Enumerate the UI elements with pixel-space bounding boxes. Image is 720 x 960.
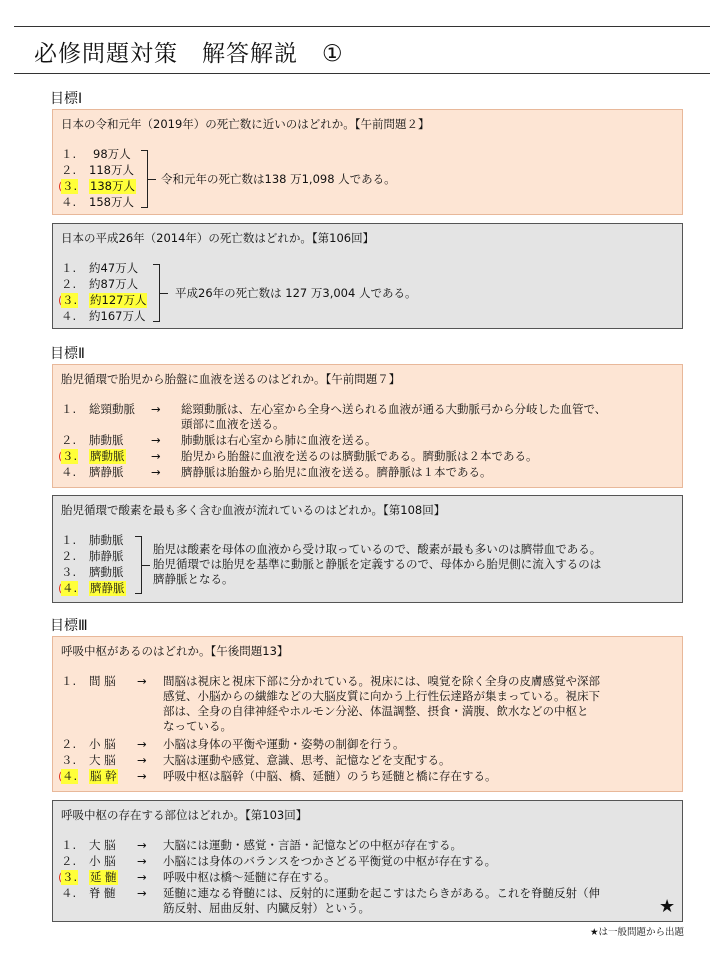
- option-number: １.: [61, 402, 77, 416]
- explanation-line: 臍静脈となる。: [153, 572, 234, 586]
- arrow: →: [151, 465, 161, 479]
- arrow: →: [151, 402, 161, 416]
- option-text: 臍静脈: [90, 581, 125, 595]
- explanation-line: 大脳は運動や感覚、意識、思考、記憶などを支配する。: [163, 753, 451, 767]
- option-row: [53, 753, 682, 768]
- option-number: ３.: [62, 293, 78, 307]
- option-row-answer: [53, 870, 682, 885]
- option-row: [53, 737, 682, 752]
- explanation-line: 感覚、小脳からの繊維などの大脳皮質に向かう上行性伝達路が集まっている。視床下: [163, 689, 600, 703]
- section-heading-1: 目標Ⅰ: [50, 91, 83, 107]
- option-row: [53, 886, 682, 916]
- arrow: →: [137, 854, 147, 868]
- option-text: 肺動脈: [89, 433, 124, 447]
- bracket-tick: [148, 179, 156, 180]
- option-number: １.: [61, 533, 77, 547]
- explanation-text: 平成26年の死亡数は 127 万3,004 人である。: [175, 286, 417, 300]
- question-text: 呼吸中枢の存在する部位はどれか。【第103回】: [61, 808, 308, 822]
- option-text: 延 髄: [90, 870, 117, 884]
- option-number: ４.: [62, 581, 78, 595]
- explanation-line: 肺動脈は右心室から肺に血液を送る。: [181, 433, 377, 447]
- option-row-answer: [53, 581, 682, 596]
- option-text: 約167万人: [89, 309, 146, 323]
- option-number: ４.: [61, 465, 77, 479]
- explanation-line: 臍静脈は胎盤から胎児に血液を送る。臍静脈は１本である。: [181, 465, 492, 479]
- question-box-6: [52, 800, 683, 922]
- option-number: ４.: [61, 309, 77, 323]
- explanation-line: 呼吸中枢は脳幹（中脳、橋、延髄）のうち延髄と橋に存在する。: [163, 769, 497, 783]
- question-text: 胎児循環で胎児から胎盤に血液を送るのはどれか。【午前問題７】: [61, 372, 401, 386]
- question-box-1: [52, 109, 683, 215]
- option-text: 肺動脈: [89, 533, 124, 547]
- arrow: →: [137, 838, 147, 852]
- explanation-line: 胎児循環では胎児を基準に動脈と静脈を定義するので、母体から胎児側に流入するのは: [153, 557, 602, 571]
- question-box-3: [52, 364, 683, 488]
- option-number: ２.: [61, 737, 77, 751]
- option-text: 小 脳: [89, 854, 116, 868]
- option-number: １.: [61, 838, 77, 852]
- explanation-line: 総頸動脈は、左心室から全身へ送られる血液が通る大動脈弓から分岐した血管で、: [181, 402, 607, 416]
- bracket-tick: [160, 293, 168, 294]
- option-text: 脊 髄: [89, 886, 116, 900]
- option-row-answer: [53, 769, 682, 784]
- option-text: 臍動脈: [89, 565, 124, 579]
- option-row: [53, 674, 682, 736]
- explanation-line: 延髄に連なる脊髄には、反射的に運動を起こすはたらきがある。これを脊髄反射（伸: [163, 886, 600, 900]
- option-row: [53, 854, 682, 869]
- option-number: ２.: [61, 854, 77, 868]
- option-text: 約127万人: [90, 293, 147, 307]
- option-number: ３.: [61, 565, 77, 579]
- question-box-2: [52, 223, 683, 329]
- bracket: [135, 536, 142, 594]
- question-text: 胎児循環で酸素を最も多く含む血液が流れているのはどれか。【第108回】: [61, 503, 446, 517]
- arrow: →: [137, 769, 147, 783]
- explanation-line: 小脳は身体の平衡や運動・姿勢の制御を行う。: [163, 737, 405, 751]
- option-number: ３.: [62, 449, 78, 463]
- section-heading-2: 目標Ⅱ: [50, 346, 85, 362]
- explanation-line: 呼吸中枢は橋～延髄に存在する。: [163, 870, 336, 884]
- explanation-line: 胎児は酸素を母体の血液から受け取っているので、酸素が最も多いのは臍帯血である。: [153, 542, 602, 556]
- explanation-line: 胎児から胎盤に血液を送るのは臍動脈である。臍動脈は２本である。: [181, 449, 538, 463]
- bracket-tick: [142, 565, 150, 566]
- option-text: 小 脳: [89, 737, 116, 751]
- option-text: 138万人: [90, 179, 135, 193]
- question-text: 呼吸中枢があるのはどれか。【午後問題13】: [61, 644, 289, 658]
- option-row: [53, 465, 682, 480]
- question-box-4: [52, 495, 683, 603]
- option-text: 臍動脈: [90, 449, 125, 463]
- option-row: [53, 402, 682, 432]
- option-number: ２.: [61, 433, 77, 447]
- option-text: 約47万人: [89, 261, 139, 275]
- option-text: 118万人: [89, 163, 134, 177]
- option-text: 大 脳: [89, 838, 116, 852]
- option-text: 約87万人: [89, 277, 139, 291]
- arrow: →: [137, 737, 147, 751]
- arrow: →: [137, 870, 147, 884]
- option-row: [53, 838, 682, 853]
- question-text: 日本の平成26年（2014年）の死亡数はどれか。【第106回】: [61, 231, 375, 245]
- option-number: １.: [61, 147, 77, 161]
- option-row: [53, 309, 682, 324]
- option-text: 間 脳: [89, 674, 116, 688]
- option-row-answer: [53, 449, 682, 464]
- option-number: ４.: [61, 886, 77, 900]
- arrow: →: [137, 674, 147, 688]
- option-text: 98万人: [93, 147, 131, 161]
- footnote: ★は一般問題から出題: [589, 927, 684, 938]
- option-text: 大 脳: [89, 753, 116, 767]
- option-number: ２.: [61, 277, 77, 291]
- title-bar: [14, 26, 710, 74]
- option-number: １.: [61, 674, 77, 688]
- option-text: 肺静脈: [89, 549, 124, 563]
- option-text: 脳 幹: [90, 769, 117, 783]
- option-text: 総頸動脈: [89, 402, 135, 416]
- option-number: ２.: [61, 163, 77, 177]
- page-title: 必修問題対策 解答解説 ①: [34, 41, 344, 67]
- arrow: →: [137, 753, 147, 767]
- question-text: 日本の令和元年（2019年）の死亡数に近いのはどれか。【午前問題２】: [61, 117, 430, 131]
- bracket: [141, 150, 148, 208]
- arrow: →: [151, 433, 161, 447]
- option-number: ３.: [62, 179, 78, 193]
- question-box-5: [52, 636, 683, 792]
- explanation-line: 部は、全身の自律神経やホルモン分泌、体温調整、摂食・満腹、飲水などの中枢と: [163, 704, 589, 718]
- explanation-line: 頭部に血液を送る。: [181, 417, 285, 431]
- explanation-line: 筋反射、屈曲反射、内臓反射）という。: [163, 901, 370, 915]
- explanation-text: 令和元年の死亡数は138 万1,098 人である。: [161, 172, 396, 186]
- option-number: ４.: [61, 195, 77, 209]
- bracket: [153, 264, 160, 322]
- option-number: ４.: [62, 769, 78, 783]
- arrow: →: [151, 449, 161, 463]
- section-heading-3: 目標Ⅲ: [50, 618, 88, 634]
- explanation-line: なっている。: [163, 719, 232, 733]
- option-text: 158万人: [89, 195, 134, 209]
- option-row: [53, 433, 682, 448]
- option-number: １.: [61, 261, 77, 275]
- option-number: ２.: [61, 549, 77, 563]
- option-number: ３.: [62, 870, 78, 884]
- option-text: 臍静脈: [89, 465, 124, 479]
- option-number: ３.: [61, 753, 77, 767]
- explanation-line: 間脳は視床と視床下部に分かれている。視床には、嗅覚を除く全身の皮膚感覚や深部: [163, 674, 600, 688]
- arrow: →: [137, 886, 147, 900]
- star-icon: ★: [659, 896, 676, 917]
- option-row: [53, 261, 682, 276]
- explanation-line: 大脳には運動・感覚・言語・記憶などの中枢が存在する。: [163, 838, 462, 852]
- explanation-line: 小脳には身体のバランスをつかさどる平衡覚の中枢が存在する。: [163, 854, 497, 868]
